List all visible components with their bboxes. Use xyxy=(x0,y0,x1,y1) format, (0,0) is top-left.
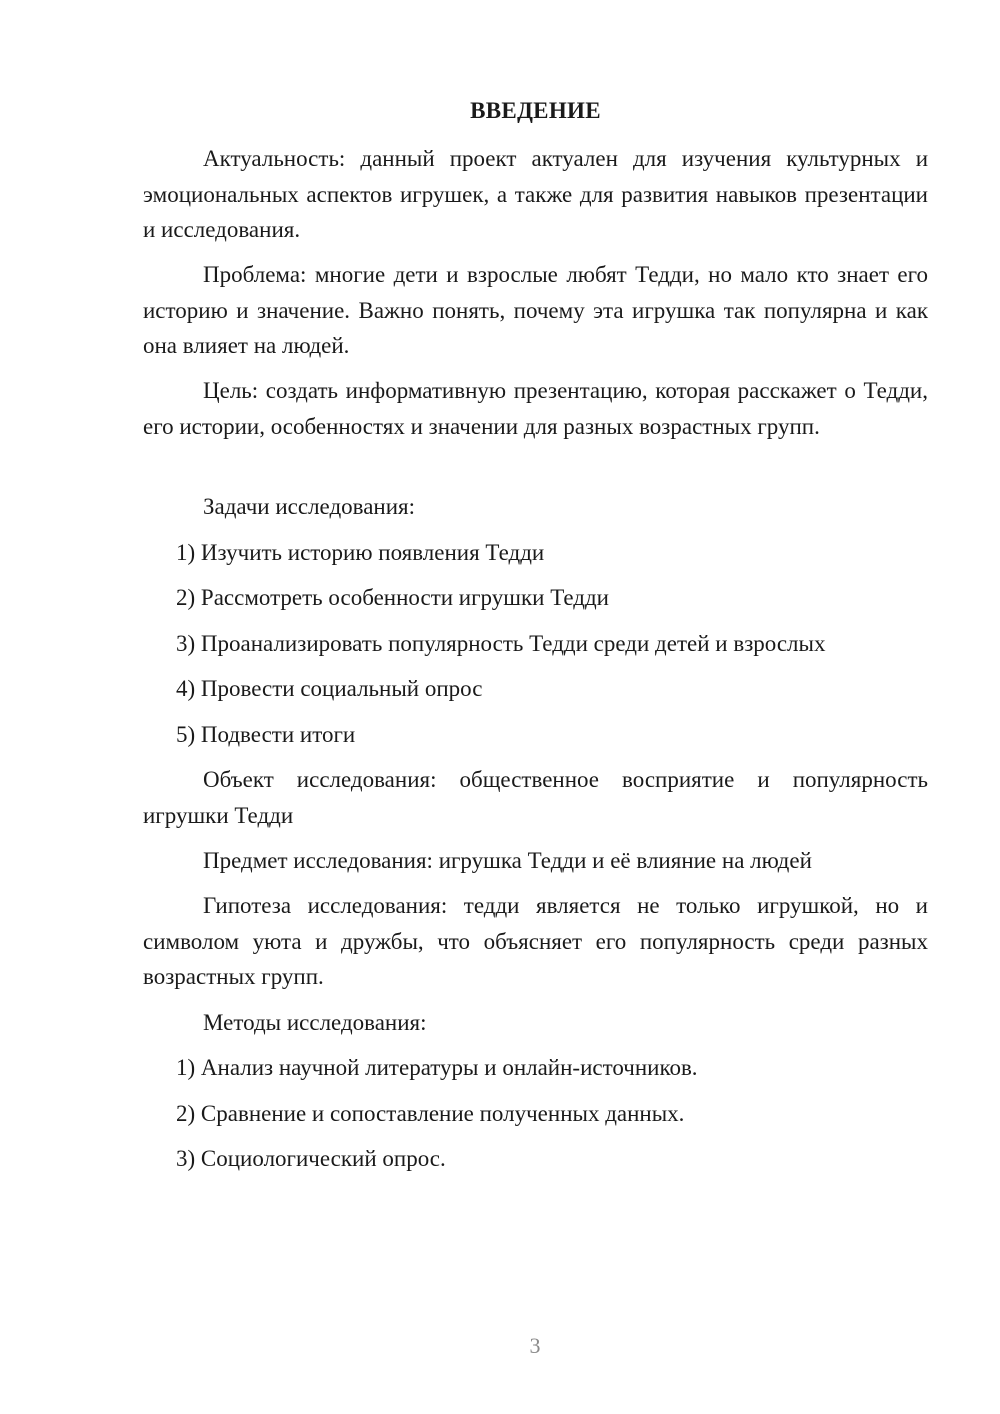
task-item-5: 5) Подвести итоги xyxy=(176,722,356,747)
page-title: ВВЕДЕНИЕ xyxy=(470,98,601,123)
hypothesis-paragraph: Гипотеза исследования: тедди является не только игрушкой, но и символом уюта и дружбы, что объясняет его популярность среди разных возрастных групп. xyxy=(143,893,928,989)
methods-title: Методы исследования: xyxy=(203,1010,427,1035)
page-number: 3 xyxy=(529,1333,541,1358)
goal-paragraph: Цель: создать информативную презентацию, которая расскажет о Тедди, его истории, особенностях и значении для разных возрастных групп. xyxy=(143,378,928,439)
object-paragraph: Объект исследования: общественное восприятие и популярность игрушки Тедди xyxy=(143,767,928,828)
method-item-1: 1) Анализ научной литературы и онлайн-источников. xyxy=(176,1055,698,1080)
task-item-2: 2) Рассмотреть особенности игрушки Тедди xyxy=(176,585,609,610)
task-item-1: 1) Изучить историю появления Тедди xyxy=(176,540,545,565)
task-item-4: 4) Провести социальный опрос xyxy=(176,676,483,701)
relevance-paragraph: Актуальность: данный проект актуален для изучения культурных и эмоциональных аспектов игрушек, а также для развития навыков презентации и исследования. xyxy=(143,146,928,242)
method-item-2: 2) Сравнение и сопоставление полученных данных. xyxy=(176,1101,685,1126)
method-item-3: 3) Социологический опрос. xyxy=(176,1146,446,1171)
problem-paragraph: Проблема: многие дети и взрослые любят Тедди, но мало кто знает его историю и значение. Важно понять, почему эта игрушка так популярна и как она влияет на людей. xyxy=(143,262,928,358)
tasks-title: Задачи исследования: xyxy=(203,494,416,519)
task-item-3: 3) Проанализировать популярность Тедди среди детей и взрослых xyxy=(176,631,826,656)
subject-paragraph: Предмет исследования: игрушка Тедди и её влияние на людей xyxy=(203,848,812,873)
